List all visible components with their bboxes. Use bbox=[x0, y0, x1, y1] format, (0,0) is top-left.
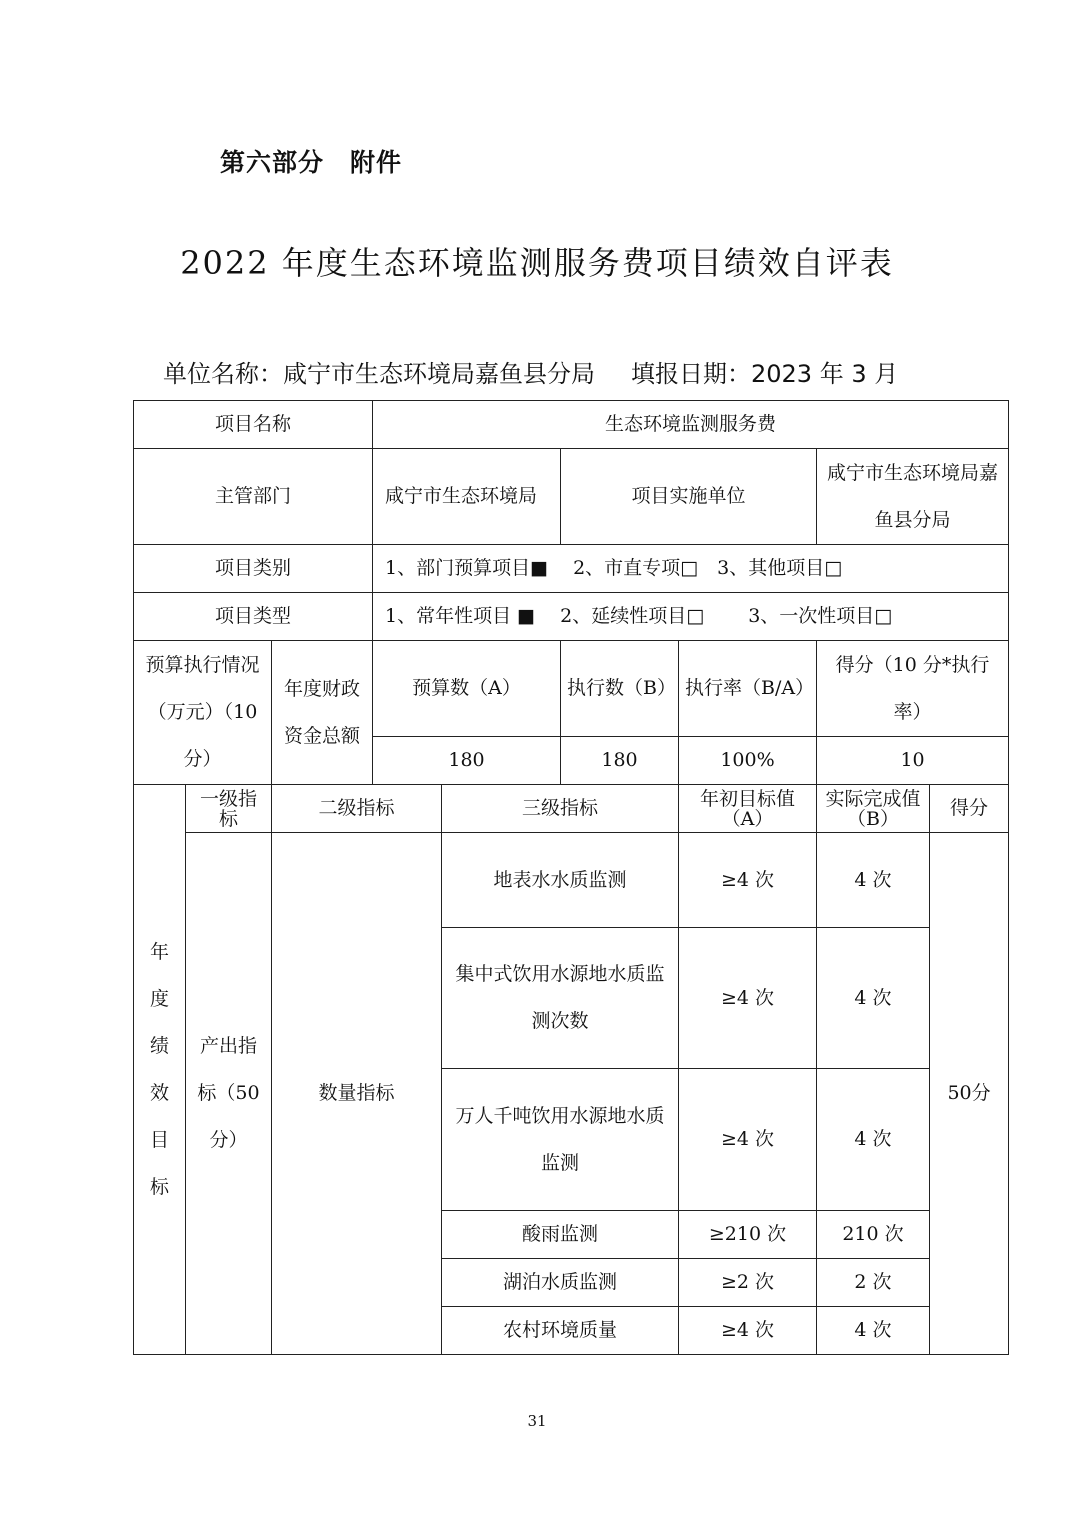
item-actual: 4 次 bbox=[817, 1069, 930, 1211]
unit-name: 单位名称：咸宁市生态环境局嘉鱼县分局 bbox=[163, 360, 595, 388]
budget-score-value: 10 bbox=[817, 737, 1009, 785]
item-target: ≥2 次 bbox=[679, 1259, 817, 1307]
annual-goal-text: 年度绩效目标 bbox=[149, 940, 169, 1198]
exec-amount-label: 执行数（B） bbox=[561, 641, 679, 737]
group-score: 50分 bbox=[930, 833, 1009, 1355]
annual-goal-label bbox=[134, 785, 186, 1355]
item-name: 集中式饮用水源地水质监测次数 bbox=[442, 928, 679, 1069]
item-target: ≥4 次 bbox=[679, 1069, 817, 1211]
item-name: 酸雨监测 bbox=[442, 1211, 679, 1259]
category-value: 1、部门预算项目■ 2、市直专项□ 3、其他项目□ bbox=[373, 545, 1009, 593]
dept-label: 主管部门 bbox=[134, 449, 373, 545]
item-actual: 4 次 bbox=[817, 1307, 930, 1355]
item-name: 万人千吨饮用水源地水质监测 bbox=[442, 1069, 679, 1211]
score-header: 得分 bbox=[930, 785, 1009, 833]
item-name: 湖泊水质监测 bbox=[442, 1259, 679, 1307]
budget-amount-label: 预算数（A） bbox=[373, 641, 561, 737]
level1-header: 一级指标 bbox=[186, 785, 272, 833]
budget-amount-value: 180 bbox=[373, 737, 561, 785]
item-actual: 2 次 bbox=[817, 1259, 930, 1307]
evaluation-table bbox=[133, 400, 1009, 1355]
fiscal-total-label: 年度财政资金总额 bbox=[272, 641, 373, 785]
item-name: 农村环境质量 bbox=[442, 1307, 679, 1355]
exec-rate-label: 执行率（B/A） bbox=[679, 641, 817, 737]
item-name: 地表水水质监测 bbox=[442, 833, 679, 928]
item-target: ≥4 次 bbox=[679, 928, 817, 1069]
level3-header: 三级指标 bbox=[442, 785, 679, 833]
project-name-label: 项目名称 bbox=[134, 401, 373, 449]
item-actual: 4 次 bbox=[817, 928, 930, 1069]
exec-amount-value: 180 bbox=[561, 737, 679, 785]
item-actual: 210 次 bbox=[817, 1211, 930, 1259]
level2-header: 二级指标 bbox=[272, 785, 442, 833]
budget-score-label: 得分（10 分*执行率） bbox=[817, 641, 1009, 737]
exec-rate-value: 100% bbox=[679, 737, 817, 785]
document-meta bbox=[163, 354, 898, 389]
type-value: 1、常年性项目 ■ 2、延续性项目□ 3、一次性项目□ bbox=[373, 593, 1009, 641]
section-title: 第六部分 附件 bbox=[220, 148, 403, 177]
page-number: 31 bbox=[527, 1412, 547, 1430]
target-header: 年初目标值（A） bbox=[679, 785, 817, 833]
output-indicator: 产出指标（50 分） bbox=[186, 833, 272, 1355]
fill-date: 填报日期：2023 年 3 月 bbox=[631, 360, 899, 388]
impl-unit-value: 咸宁市生态环境局嘉鱼县分局 bbox=[817, 449, 1009, 545]
dept-value: 咸宁市生态环境局 bbox=[373, 449, 561, 545]
item-target: ≥4 次 bbox=[679, 833, 817, 928]
item-actual: 4 次 bbox=[817, 833, 930, 928]
item-target: ≥210 次 bbox=[679, 1211, 817, 1259]
type-label: 项目类型 bbox=[134, 593, 373, 641]
category-label: 项目类别 bbox=[134, 545, 373, 593]
budget-label: 预算执行情况（万元）（10 分） bbox=[134, 641, 272, 785]
document-title: 2022 年度生态环境监测服务费项目绩效自评表 bbox=[180, 244, 894, 282]
actual-header: 实际完成值（B） bbox=[817, 785, 930, 833]
quantity-indicator: 数量指标 bbox=[272, 833, 442, 1355]
impl-unit-label: 项目实施单位 bbox=[561, 449, 817, 545]
project-name-value: 生态环境监测服务费 bbox=[373, 401, 1009, 449]
item-target: ≥4 次 bbox=[679, 1307, 817, 1355]
